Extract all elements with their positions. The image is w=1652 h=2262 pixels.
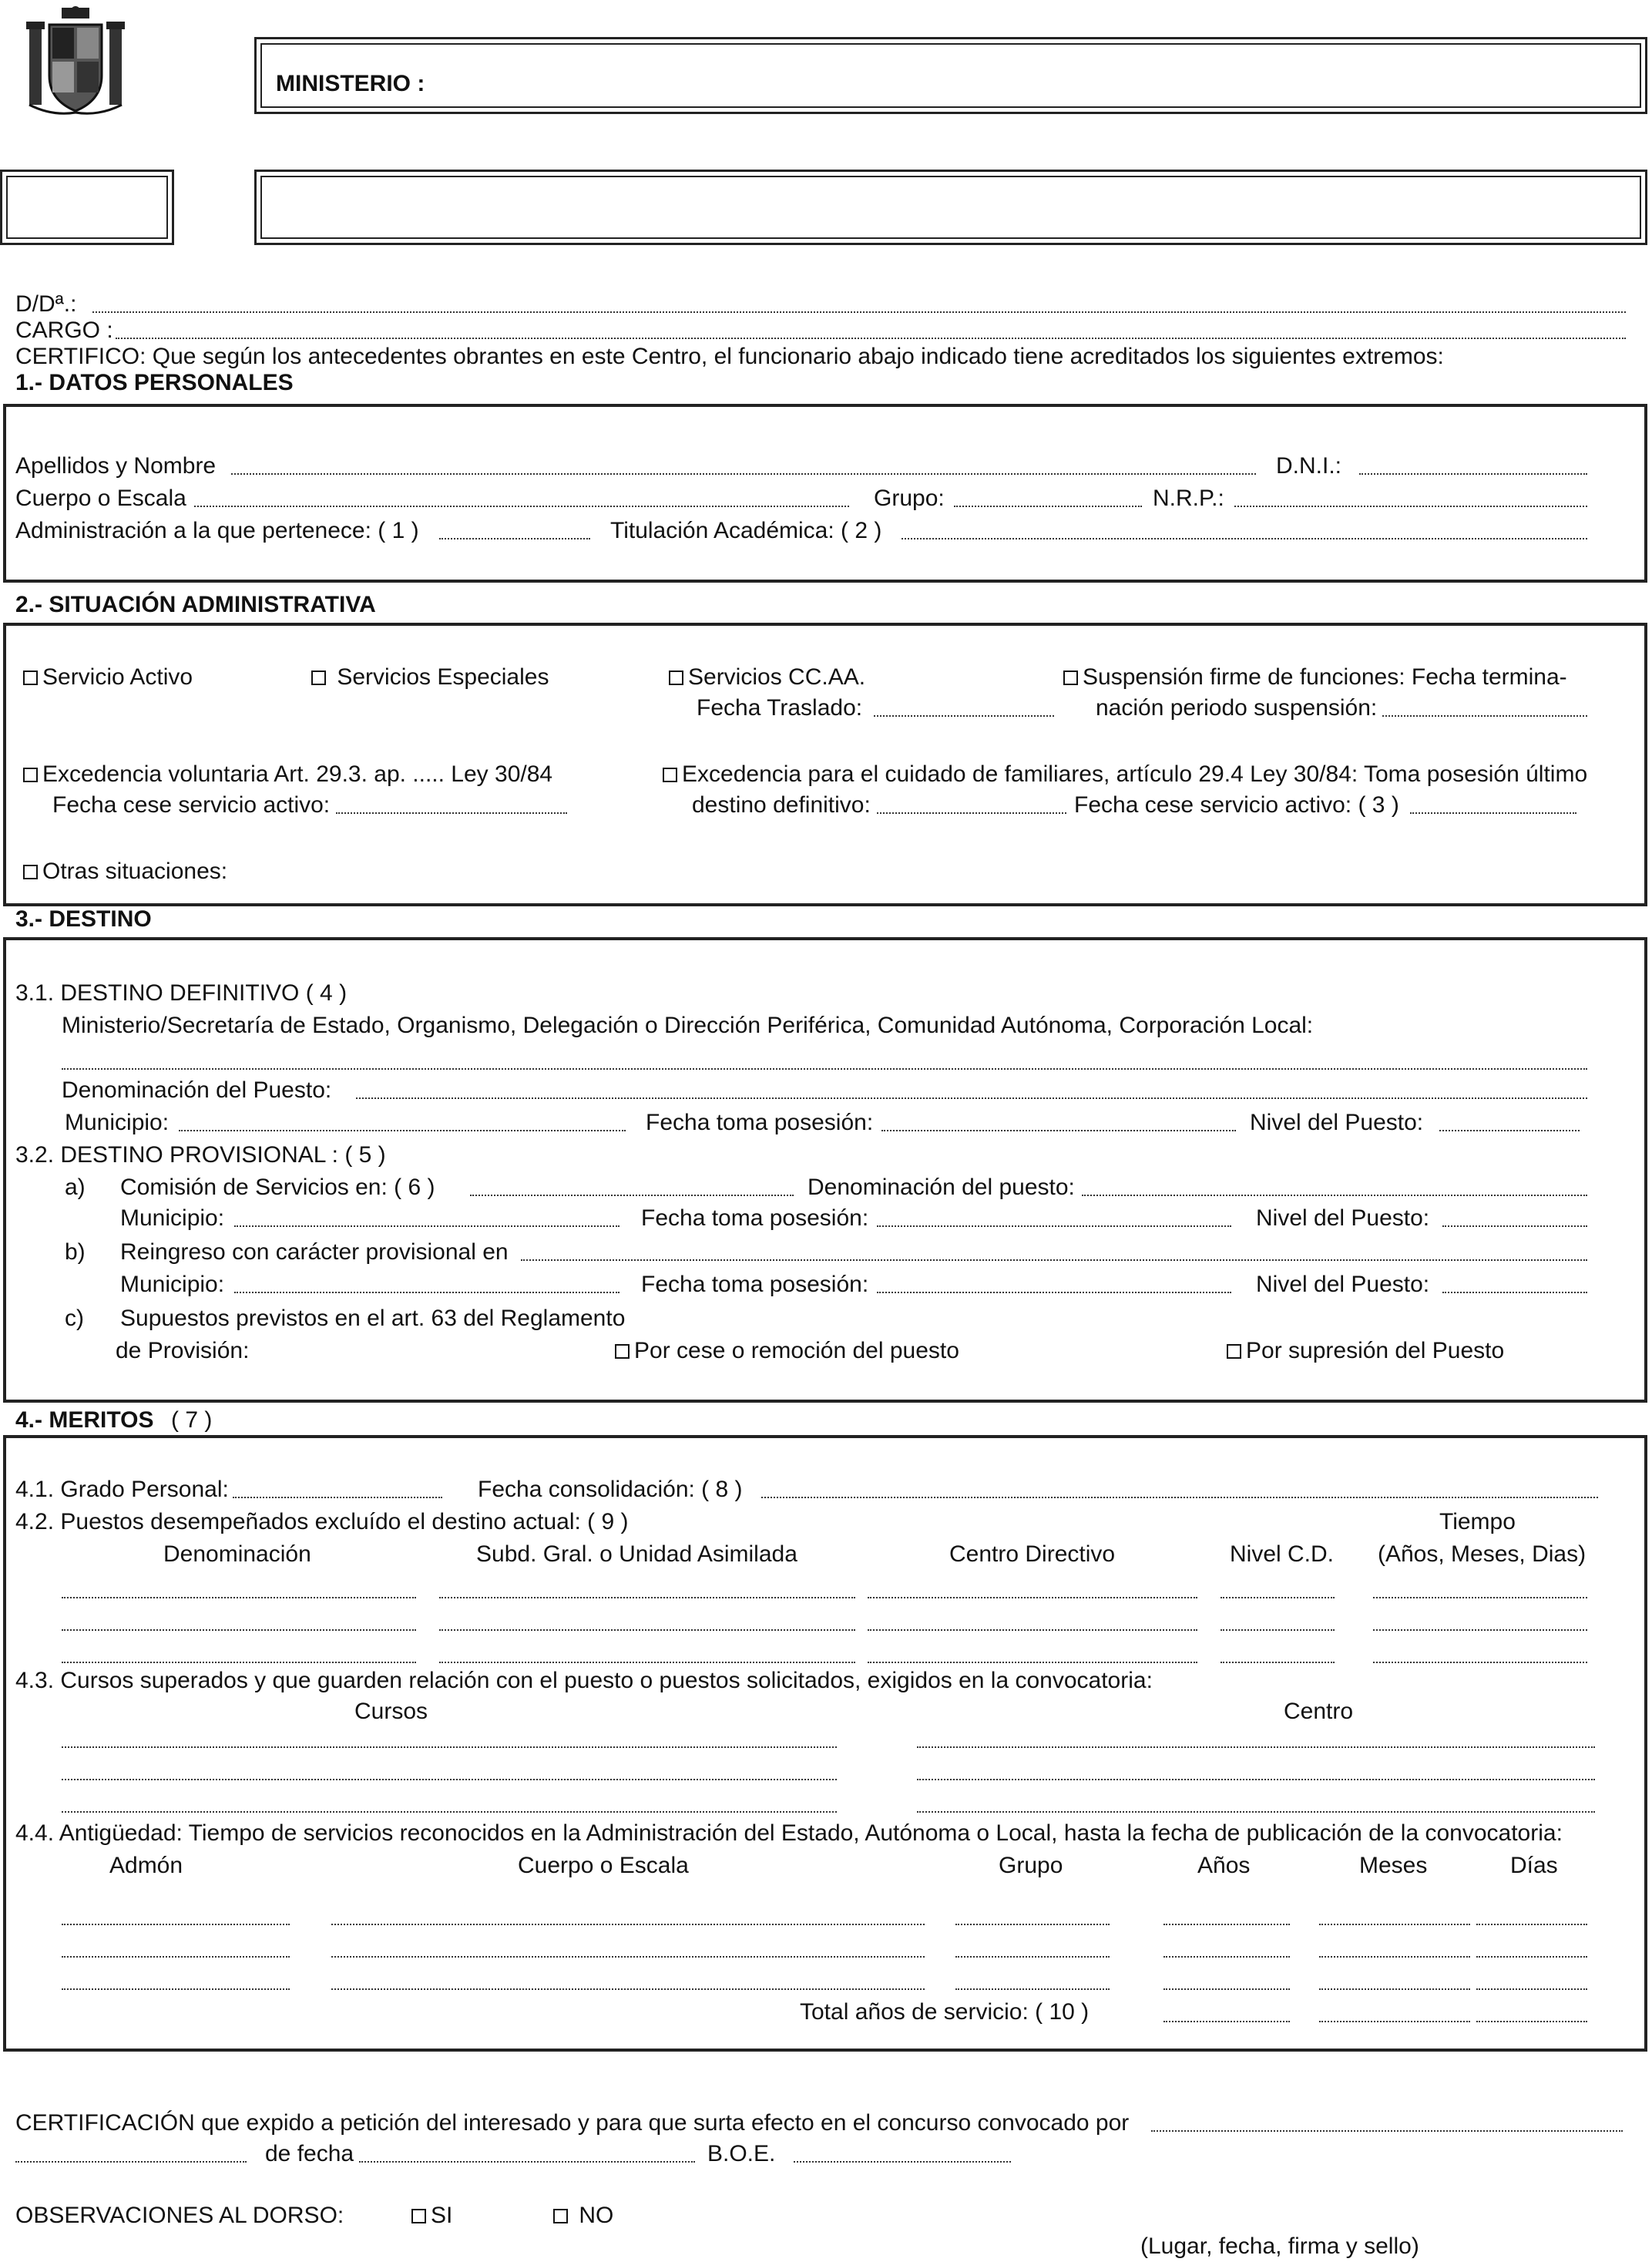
antig-field-r2c2[interactable] xyxy=(331,1956,925,1958)
antig-field-r3c1[interactable] xyxy=(62,1988,290,1990)
servicios-ccaa-label: Servicios CC.AA. xyxy=(688,664,866,690)
col-grupo: Grupo xyxy=(999,1853,1063,1878)
observaciones-label: OBSERVACIONES AL DORSO: xyxy=(15,2203,344,2228)
cargo-field[interactable] xyxy=(116,338,1626,339)
nivel-b-label: Nivel del Puesto: xyxy=(1256,1272,1430,1297)
suspension-label-2: nación periodo suspensión: xyxy=(1096,695,1378,721)
suspension-label: Suspensión firme de funciones: Fecha termina- xyxy=(1083,664,1567,690)
total-anos-label: Total años de servicio: ( 10 ) xyxy=(800,1999,1090,2025)
tiempo-header: Tiempo xyxy=(1439,1509,1516,1534)
dni-label: D.N.I.: xyxy=(1276,453,1342,479)
checkbox-icon xyxy=(23,671,38,685)
cursos-field-r2c2[interactable] xyxy=(917,1779,1595,1780)
municipio-b-label: Municipio: xyxy=(120,1272,225,1297)
cese-remocion-label: Por cese o remoción del puesto xyxy=(634,1338,959,1363)
municipio-field[interactable] xyxy=(179,1130,626,1131)
apellidos-field[interactable] xyxy=(231,473,1256,475)
col-denominacion: Denominación xyxy=(163,1541,311,1567)
destino-definitivo-field[interactable] xyxy=(877,812,1066,814)
ministerio-label: MINISTERIO : xyxy=(276,71,425,96)
reingreso-field[interactable] xyxy=(521,1259,1587,1261)
section-4-title: 4.- MERITOS xyxy=(15,1407,154,1433)
concurso-field[interactable] xyxy=(1151,2130,1623,2132)
supresion-puesto-label: Por supresión del Puesto xyxy=(1246,1338,1505,1363)
cargo-label: CARGO : xyxy=(15,318,113,343)
cursos-field-r2c1[interactable] xyxy=(62,1779,837,1780)
destino-definitivo-label: destino definitivo: xyxy=(692,792,871,818)
cursos-field-r3c1[interactable] xyxy=(62,1811,837,1813)
ministerio-organismo-label: Ministerio/Secretaría de Estado, Organismo, Delegación o Dirección Periférica, Comunidad Autónoma, Corporación Local: xyxy=(62,1013,1314,1038)
cursos-field-r1c2[interactable] xyxy=(917,1746,1595,1748)
antig-field-r1c2[interactable] xyxy=(331,1924,925,1925)
antig-field-r3c2[interactable] xyxy=(331,1988,925,1990)
puestos-field-r3c2[interactable] xyxy=(439,1662,855,1663)
antig-field-r2c4[interactable] xyxy=(1163,1956,1290,1958)
col-subd-gral: Subd. Gral. o Unidad Asimilada xyxy=(476,1541,797,1567)
fecha-toma-field[interactable] xyxy=(881,1130,1236,1131)
checkbox-otras-situaciones[interactable] xyxy=(23,859,227,885)
servicio-activo-label: Servicio Activo xyxy=(42,664,193,690)
fecha-cese-label: Fecha cese servicio activo: xyxy=(52,792,331,818)
col-dias: Días xyxy=(1510,1853,1558,1878)
municipio-label: Municipio: xyxy=(65,1110,170,1135)
supuestos-label: Supuestos previstos en el art. 63 del Reglamento xyxy=(120,1306,626,1331)
section-1-box xyxy=(3,404,1647,583)
fecha-traslado-label: Fecha Traslado: xyxy=(697,695,863,721)
servicios-especiales-label: Servicios Especiales xyxy=(337,664,549,690)
cuerpo-field[interactable] xyxy=(194,506,849,507)
col-admon: Admón xyxy=(109,1853,183,1878)
puestos-field-r3c5[interactable] xyxy=(1373,1662,1587,1663)
col-centro-directivo: Centro Directivo xyxy=(949,1541,1116,1567)
col-anos: Años xyxy=(1197,1853,1251,1878)
comision-label: Comisión de Servicios en: ( 6 ) xyxy=(120,1175,435,1200)
certificacion-cont-field[interactable] xyxy=(15,2161,247,2163)
checkbox-si[interactable] xyxy=(411,2203,452,2229)
section-3-box xyxy=(3,937,1647,1403)
puestos-field-r2c5[interactable] xyxy=(1373,1629,1587,1631)
puestos-field-r2c4[interactable] xyxy=(1221,1629,1335,1631)
certificacion-text: CERTIFICACIÓN que expido a petición del interesado y para que surta efecto en el concurso convocado por xyxy=(15,2110,1130,2136)
dd-field[interactable] xyxy=(92,311,1626,313)
fecha-toma-a-label: Fecha toma posesión: xyxy=(641,1205,869,1231)
denominacion-puesto-2-label: Denominación del puesto: xyxy=(808,1175,1075,1200)
suspension-field[interactable] xyxy=(1382,715,1587,717)
antig-field-r1c5[interactable] xyxy=(1319,1924,1470,1925)
puestos-field-r3c3[interactable] xyxy=(868,1662,1197,1663)
provision-label: de Provisión: xyxy=(116,1338,250,1363)
antig-field-r1c1[interactable] xyxy=(62,1924,290,1925)
si-label: SI xyxy=(431,2203,453,2228)
excedencia-familiares-label: Excedencia para el cuidado de familiares, artículo 29.4 Ley 30/84: Toma posesión último xyxy=(682,761,1588,787)
fecha-cese-field[interactable] xyxy=(336,812,567,814)
section-4-note: ( 7 ) xyxy=(171,1407,213,1433)
ministerio-box[interactable] xyxy=(254,37,1647,114)
antiguedad-heading: 4.4. Antigüedad: Tiempo de servicios reconocidos en la Administración del Estado, Autónoma o Local, hasta la fecha de publicación de la convocatoria: xyxy=(15,1820,1563,1846)
antig-field-r1c4[interactable] xyxy=(1163,1924,1290,1925)
denominacion-puesto-2-field[interactable] xyxy=(1082,1195,1587,1196)
reingreso-label: Reingreso con carácter provisional en xyxy=(120,1239,509,1265)
nrp-label: N.R.P.: xyxy=(1153,486,1224,511)
lugar-fecha-firma-label: (Lugar, fecha, firma y sello) xyxy=(1140,2233,1419,2259)
titulacion-label: Titulación Académica: ( 2 ) xyxy=(610,518,882,543)
puestos-field-r1c4[interactable] xyxy=(1221,1597,1335,1598)
checkbox-servicio-activo[interactable] xyxy=(23,664,193,691)
checkbox-suspension[interactable] xyxy=(1063,664,1567,691)
de-fecha-field[interactable] xyxy=(359,2161,695,2163)
option-c-marker: c) xyxy=(65,1306,84,1331)
nivel-label: Nivel del Puesto: xyxy=(1250,1110,1424,1135)
checkbox-icon xyxy=(553,2209,568,2223)
fecha-toma-b-label: Fecha toma posesión: xyxy=(641,1272,869,1297)
checkbox-icon xyxy=(615,1344,630,1359)
no-label: NO xyxy=(579,2203,614,2228)
municipio-a-label: Municipio: xyxy=(120,1205,225,1231)
fecha-toma-b-field[interactable] xyxy=(877,1292,1231,1293)
checkbox-servicios-especiales[interactable] xyxy=(311,664,549,691)
boe-field[interactable] xyxy=(794,2161,1011,2163)
col-tiempo: (Años, Meses, Dias) xyxy=(1378,1541,1587,1567)
antig-field-r1c3[interactable] xyxy=(955,1924,1110,1925)
grupo-label: Grupo: xyxy=(874,486,945,511)
grado-personal-label: 4.1. Grado Personal: xyxy=(15,1477,229,1502)
puestos-heading: 4.2. Puestos desempeñados excluído el destino actual: ( 9 ) xyxy=(15,1509,629,1534)
checkbox-icon xyxy=(411,2209,426,2223)
section-2-title: 2.- SITUACIÓN ADMINISTRATIVA xyxy=(15,592,376,617)
fecha-cese-3-field[interactable] xyxy=(1410,812,1576,814)
section-3-title: 3.- DESTINO xyxy=(15,906,152,932)
cursos-field-r3c2[interactable] xyxy=(917,1811,1595,1813)
fecha-toma-a-field[interactable] xyxy=(877,1225,1231,1227)
checkbox-excedencia-familiares[interactable] xyxy=(663,761,1587,788)
nivel-a-label: Nivel del Puesto: xyxy=(1256,1205,1430,1231)
checkbox-icon xyxy=(669,671,683,685)
denominacion-puesto-label: Denominación del Puesto: xyxy=(62,1077,332,1103)
destino-definitivo-heading: 3.1. DESTINO DEFINITIVO ( 4 ) xyxy=(15,980,348,1006)
checkbox-no[interactable] xyxy=(553,2203,613,2229)
grado-personal-field[interactable] xyxy=(233,1497,442,1498)
antig-field-r2c1[interactable] xyxy=(62,1956,290,1958)
nivel-field[interactable] xyxy=(1439,1130,1580,1131)
puestos-field-r1c5[interactable] xyxy=(1373,1597,1587,1598)
checkbox-supresion-puesto[interactable] xyxy=(1227,1338,1504,1364)
otras-situaciones-label: Otras situaciones: xyxy=(42,859,228,884)
col-centro: Centro xyxy=(1284,1699,1354,1724)
col-meses: Meses xyxy=(1359,1853,1428,1878)
admin-label: Administración a la que pertenece: ( 1 ) xyxy=(15,518,419,543)
certifico-text: CERTIFICO: Que según los antecedentes obrantes en este Centro, el funcionario abajo indicado tiene acreditados los siguientes extremos: xyxy=(15,344,1444,369)
fecha-traslado-field[interactable] xyxy=(874,715,1054,717)
puestos-field-r2c1[interactable] xyxy=(62,1629,416,1631)
fecha-consolidacion-field[interactable] xyxy=(761,1497,1598,1498)
municipio-a-field[interactable] xyxy=(234,1225,620,1227)
checkbox-servicios-ccaa[interactable] xyxy=(669,664,865,691)
dni-field[interactable] xyxy=(1359,473,1587,475)
col-cuerpo-escala: Cuerpo o Escala xyxy=(518,1853,689,1878)
cursos-heading: 4.3. Cursos superados y que guarden relación con el puesto o puestos solicitados, exigidos en la convocatoria: xyxy=(15,1668,1153,1693)
cuerpo-label: Cuerpo o Escala xyxy=(15,486,186,511)
destino-provisional-heading: 3.2. DESTINO PROVISIONAL : ( 5 ) xyxy=(15,1142,386,1168)
dd-label: D/Dª.: xyxy=(15,291,77,317)
checkbox-icon xyxy=(23,768,38,782)
nrp-field[interactable] xyxy=(1234,506,1587,507)
antig-field-r2c6[interactable] xyxy=(1476,1956,1587,1958)
total-dias-field[interactable] xyxy=(1476,2021,1587,2022)
puestos-field-r3c4[interactable] xyxy=(1221,1662,1335,1663)
excedencia-voluntaria-label: Excedencia voluntaria Art. 29.3. ap. ..... Ley 30/84 xyxy=(42,761,553,787)
coat-of-arms-emblem xyxy=(22,5,129,119)
unit-box[interactable] xyxy=(254,170,1647,245)
boe-label: B.O.E. xyxy=(707,2141,776,2166)
grupo-field[interactable] xyxy=(954,506,1142,507)
checkbox-icon xyxy=(663,768,677,782)
col-nivel-cd: Nivel C.D. xyxy=(1230,1541,1335,1567)
checkbox-excedencia-voluntaria[interactable] xyxy=(23,761,552,788)
nivel-a-field[interactable] xyxy=(1442,1225,1587,1227)
comision-field[interactable] xyxy=(470,1195,794,1196)
col-cursos: Cursos xyxy=(354,1699,428,1724)
antig-field-r3c6[interactable] xyxy=(1476,1988,1587,1990)
antig-field-r3c3[interactable] xyxy=(955,1988,1110,1990)
total-anos-field[interactable] xyxy=(1163,2021,1290,2022)
puestos-field-r1c3[interactable] xyxy=(868,1597,1197,1598)
antig-field-r2c3[interactable] xyxy=(955,1956,1110,1958)
checkbox-icon xyxy=(23,865,38,879)
titulacion-field[interactable] xyxy=(902,538,1587,539)
cursos-field-r1c1[interactable] xyxy=(62,1746,837,1748)
puestos-field-r3c1[interactable] xyxy=(62,1662,416,1663)
fecha-cese-3-label: Fecha cese servicio activo: ( 3 ) xyxy=(1074,792,1399,818)
puestos-field-r1c1[interactable] xyxy=(62,1597,416,1598)
fecha-toma-label: Fecha toma posesión: xyxy=(646,1110,874,1135)
checkbox-icon xyxy=(1063,671,1078,685)
total-meses-field[interactable] xyxy=(1319,2021,1470,2022)
puestos-field-r2c3[interactable] xyxy=(868,1629,1197,1631)
code-box[interactable] xyxy=(0,170,174,245)
antig-field-r3c4[interactable] xyxy=(1163,1988,1290,1990)
antig-field-r1c6[interactable] xyxy=(1476,1924,1587,1925)
checkbox-icon xyxy=(1227,1344,1241,1359)
section-1-title: 1.- DATOS PERSONALES xyxy=(15,370,294,395)
checkbox-cese-remocion[interactable] xyxy=(615,1338,959,1364)
option-b-marker: b) xyxy=(65,1239,86,1265)
antig-field-r3c5[interactable] xyxy=(1319,1988,1470,1990)
antig-field-r2c5[interactable] xyxy=(1319,1956,1470,1958)
denominacion-puesto-field[interactable] xyxy=(356,1097,1587,1099)
fecha-consolidacion-label: Fecha consolidación: ( 8 ) xyxy=(478,1477,743,1502)
apellidos-label: Apellidos y Nombre xyxy=(15,453,217,479)
puestos-field-r2c2[interactable] xyxy=(439,1629,855,1631)
municipio-b-field[interactable] xyxy=(234,1292,620,1293)
organismo-field[interactable] xyxy=(62,1068,1587,1070)
puestos-field-r1c2[interactable] xyxy=(439,1597,855,1598)
admin-field[interactable] xyxy=(439,538,590,539)
nivel-b-field[interactable] xyxy=(1442,1292,1587,1293)
de-fecha-label: de fecha xyxy=(265,2141,354,2166)
option-a-marker: a) xyxy=(65,1175,86,1200)
checkbox-icon xyxy=(311,671,326,685)
